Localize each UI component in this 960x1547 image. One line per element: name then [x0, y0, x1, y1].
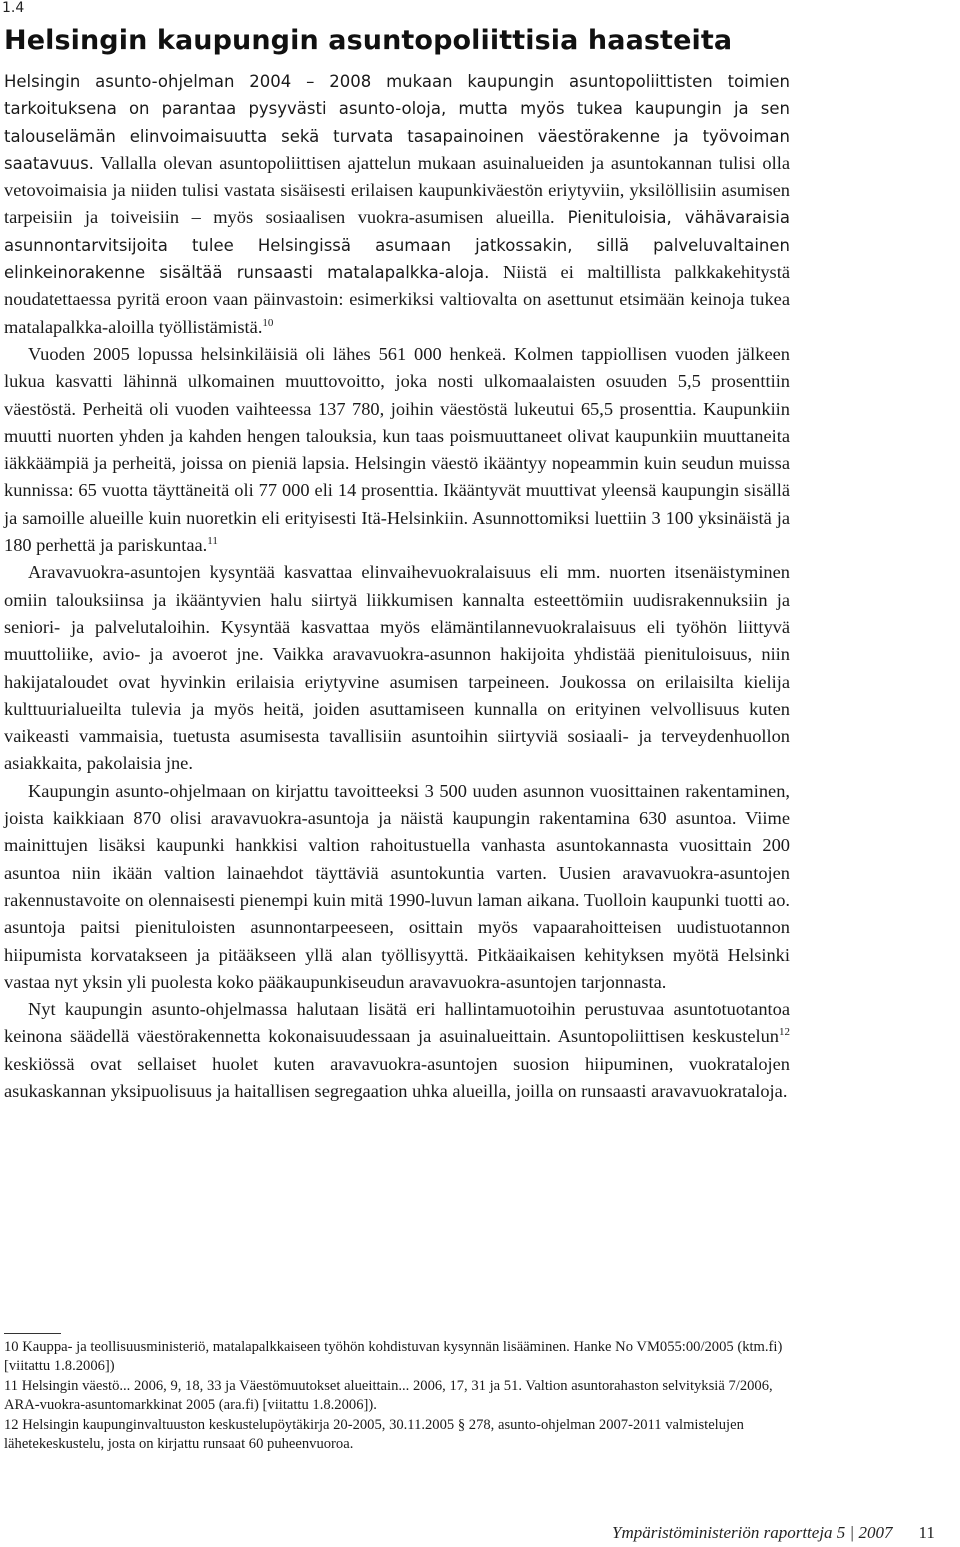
text-run: Vallalla olevan asuntopoliittisen ajattelun mukaan asuinalueiden ja asuntokannan tulisi olla vetovoimaisia ja niiden tulisi vastata sisäisesti erilaisen kaupunkiväestön eriytyviin, yksilöllisiin asumisen tarpeisiin ja toiveisiin – myös sosiaalisen vuokra-asumisen alueilla. — [4, 152, 790, 228]
text-run: Pienituloisia, vähävaraisia asunnontarvitsijoita tulee Helsingissä asumaan jatkossakin, sillä palveluvaltainen elinkeinorakenne sisältää runsaasti matalapalkka-aloja. — [4, 208, 790, 283]
paragraph-2 — [4, 341, 790, 559]
section-number: 1.4 — [2, 0, 25, 16]
page-footer — [612, 1523, 957, 1543]
paragraph-3 — [4, 559, 790, 777]
footnote-ref-11: 11 — [207, 534, 218, 547]
text-run: Kaupungin asunto-ohjelmaan on kirjattu tavoitteeksi 3 500 uuden asunnon vuosittainen rakentaminen, joista kaikkiaan 870 olisi aravavuokra-asuntoja ja näistä kaupungin rakentamina 630 asuntoa. Viime mainittujen lisäksi kaupunki hankkisi valtion rahoitustuella vanhasta asuntokannasta vuosittain 200 asuntoa niin ikään valtion lainaehdot täyttäviä asuntokuntia varten. Uusien aravavuokra-asuntojen rakennustavoite on olennaisesti pienempi kuin mitä 1990-luvun laman aikana. Tuolloin kaupunki tuotti ao. asuntoja paitsi pienituloisten asunnontarpeeseen, osittain myös vapaarahoitteisen uudistuotannon hiipumista korvatakseen ja pitääkseen yllä alan työllisyyttä. Pitkäaikaisen kehityksen myötä Helsinki vastaa nyt yksin yli puolesta koko pääkaupunkiseudun aravavuokra-asuntojen tarjonnasta. — [4, 780, 790, 992]
body-text — [4, 68, 790, 1105]
page-number: 11 — [918, 1523, 935, 1542]
text-run: Helsingin asunto-ohjelman 2004 – 2008 mukaan kaupungin asuntopoliittisten toimien tarkoituksena on parantaa pysyvästi asunto-oloja, mutta myös tukea kaupungin ja sen talouselämän elinvoimaisuutta sekä turvata tasapainoinen väestörakenne ja työvoiman saatavuus. — [4, 72, 790, 173]
footnotes — [4, 1338, 790, 1454]
text-run: Nyt kaupungin asunto-ohjelmassa halutaan lisätä eri hallintamuotoihin perustuvaa asuntotuotantoa keinona säädellä väestörakennetta kokonaisuudessaan ja asuinalueittain. Asuntopoliittisen keskustelun — [4, 999, 790, 1047]
paragraph-1 — [4, 68, 790, 341]
paragraph-4 — [4, 778, 790, 996]
footnote-divider — [4, 1333, 61, 1334]
footnote-12: 12 Helsingin kaupunginvaltuuston keskustelupöytäkirja 20-2005, 30.11.2005 § 278, asunto-ohjelman 2007-2011 valmistelujen lähetekeskustelu, josta on kirjattu runsaat 60 puheenvuoroa. — [4, 1416, 744, 1453]
page-title: Helsingin kaupungin asuntopoliittisia haasteita — [4, 25, 733, 56]
publication-title: Ympäristöministeriön raportteja 5 | 2007 — [612, 1523, 893, 1542]
text-run: Aravavuokra-asuntojen kysyntää kasvattaa elinvaihevuokralaisuus eli mm. nuorten itsenäistyminen omiin talouksiinsa ja ikääntyvien halu siirtyä liikkumisen kannalta esteettömiin uudisrakennuksiin ja seniori- ja palvelutaloihin. Kysyntää kasvattaa myös elämäntilannevuokralaisuus eli työhön liittyvä muuttoliike, avio- ja avoerot jne. Vaikka aravavuokra-asunnon hakijoita yhdistää pienituloisuus, niin hakijataloudet ovat hyvinkin erilaisia eriytyvine asumisen tarpeineen. Joukossa on erilaisilta kielija kulttuurialueilta tulevia ja myös heitä, joiden asuttamiseen kunnalla on erityinen velvollisuus kuten vaikeasti vammaisia, tuetusta asumisesta tavallisiin asuntoihin siirtyviä sosiaali- ja terveydenhuollon asiakkaita, pakolaisia jne. — [4, 562, 790, 774]
text-run: Niistä ei maltillista palkkakehitystä noudatettaessa pyritä eroon vaan päinvastoin: esimerkiksi valtiovalta on asettunut etsimään keinoja tukea matalapalkka-aloilla työllistämistä. — [4, 262, 790, 337]
footnote-ref-10: 10 — [262, 316, 274, 329]
text-run: Vuoden 2005 lopussa helsinkiläisiä oli lähes 561 000 henkeä. Kolmen tappiollisen vuoden jälkeen lukua kasvatti lähinnä ulkomainen muuttovoitto, joka nosti ulkomaalaisten osuuden 5,5 prosenttiin väestöstä. Perheitä oli vuoden vaihteessa 137 780, joihin väestöstä lukeutui 65,5 prosenttia. Kaupunkiin muutti nuorten yhden ja kahden hengen talouksia, kun taas poismuuttaneet olivat kaupunkiin muuttaneita iäkkäämpiä ja perheitä, joissa on pieniä lapsia. Helsingin väestö ikääntyy nopeammin kuin seudun muissa kunnissa: 65 vuotta täyttäneitä oli 77 000 eli 14 prosenttia. Ikääntyvät muuttivat yleensä kaupungin sisällä ja samoille alueille kuin nuoretkin eli erityisesti Itä-Helsinkiin. Asunnottomiksi luettiin 3 100 yksinäistä ja 180 perhettä ja pariskuntaa. — [4, 343, 790, 556]
text-run: keskiössä ovat sellaiset huolet kuten aravavuokra-asuntojen suosion hiipuminen, vuokratalojen asukaskannan yksipuolisuus ja haitallisen segregaation uhka alueilla, joilla on runsaasti aravavuokrataloja. — [4, 1053, 790, 1101]
footnote-11: 11 Helsingin väestö... 2006, 9, 18, 33 ja Väestömuutokset alueittain... 2006, 17, 31 ja 51. Valtion asuntorahaston selvityksiä 7/2006, ARA-vuokra-asuntomarkkinat 2005 (ara.fi) [viitattu 1.8.2006]). — [4, 1377, 773, 1414]
footnote-ref-12: 12 — [779, 1026, 790, 1039]
paragraph-5 — [4, 996, 790, 1105]
footnote-10: 10 Kauppa- ja teollisuusministeriö, matalapalkkaiseen työhön kohdistuvan kysynnän lisääminen. Hanke No VM055:00/2005 (ktm.fi) [viitattu 1.8.2006]) — [4, 1339, 783, 1375]
